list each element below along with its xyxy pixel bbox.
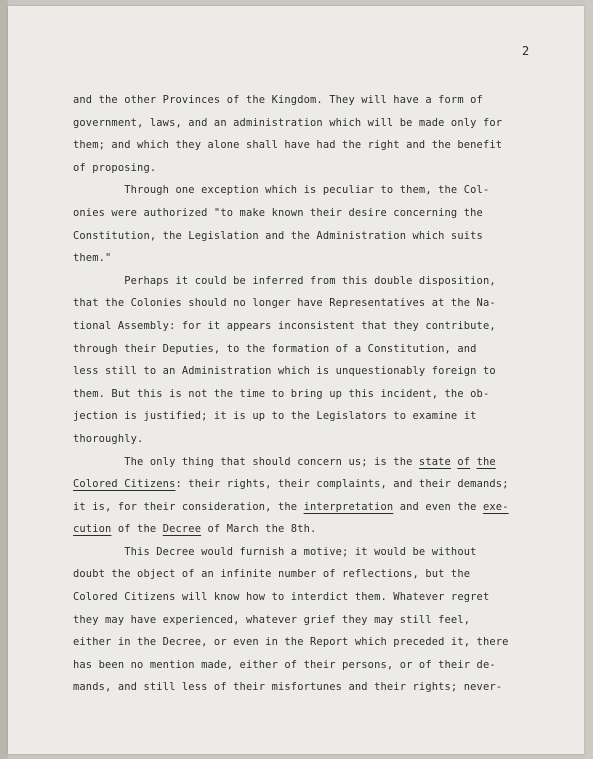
- text-segment: doubt the object of an infinite number of reflections, but the: [73, 568, 471, 581]
- text-line: [73, 541, 543, 564]
- text-line: [73, 383, 543, 406]
- text-line: [73, 247, 543, 270]
- text-segment: : their rights, their complaints, and their demands;: [175, 478, 509, 491]
- text-segment: of March the 8th.: [201, 523, 317, 536]
- text-line: [73, 586, 543, 609]
- text-segment: Through one exception which is peculiar to them, the Col-: [73, 184, 490, 197]
- page-number: 2: [522, 44, 530, 58]
- text-segment: Constitution, the Legislation and the Administration which suits: [73, 229, 483, 242]
- text-segment: less still to an Administration which is unquestionably foreign to: [73, 365, 496, 378]
- text-line: [73, 360, 543, 383]
- text-segment: thoroughly.: [73, 432, 144, 445]
- scan-border-left: [0, 0, 8, 759]
- text-line: [73, 473, 543, 496]
- underlined-text: the: [476, 455, 496, 468]
- text-line: [73, 112, 543, 135]
- document-body-text: [73, 89, 543, 699]
- text-segment: it is, for their consideration, the: [73, 500, 304, 513]
- underlined-text: cution: [73, 523, 112, 536]
- text-line: [73, 518, 543, 541]
- text-segment: either in the Decree, or even in the Report which preceded it, there: [73, 636, 509, 649]
- text-segment: jection is justified; it is up to the Legislators to examine it: [73, 410, 477, 423]
- text-line: [73, 157, 543, 180]
- underlined-text: interpretation: [303, 500, 394, 513]
- text-line: [73, 676, 543, 699]
- text-line: [73, 631, 543, 654]
- text-line: [73, 134, 543, 157]
- text-line: [73, 89, 543, 112]
- underlined-text: of: [457, 455, 471, 468]
- text-segment: tional Assembly: for it appears inconsistent that they contribute,: [73, 319, 496, 332]
- text-line: [73, 202, 543, 225]
- text-line: [73, 338, 543, 361]
- text-segment: that the Colonies should no longer have Representatives at the Na-: [73, 297, 496, 310]
- text-line: [73, 654, 543, 677]
- text-segment: of the: [111, 523, 163, 536]
- underlined-text: state: [418, 455, 451, 468]
- text-line: [73, 315, 543, 338]
- text-segment: and even the: [393, 500, 483, 513]
- scan-border-right: [584, 0, 593, 759]
- text-segment: them; and which they alone shall have had the right and the benefit: [73, 139, 503, 152]
- text-line: [73, 428, 543, 451]
- text-segment: government, laws, and an administration which will be made only for: [73, 116, 503, 129]
- text-segment: they may have experienced, whatever grief they may still feel,: [73, 613, 471, 626]
- text-segment: them. But this is not the time to bring up this incident, the ob-: [73, 387, 490, 400]
- text-segment: The only thing that should concern us; is the: [73, 455, 419, 468]
- underlined-text: Decree: [162, 523, 202, 536]
- text-segment: them.": [73, 252, 112, 265]
- text-line: [73, 179, 543, 202]
- text-segment: mands, and still less of their misfortunes and their rights; never-: [73, 681, 503, 694]
- underlined-text: exe-: [482, 500, 509, 513]
- text-segment: Perhaps it could be inferred from this double disposition,: [73, 274, 496, 287]
- text-segment: Colored Citizens will know how to interdict them. Whatever regret: [73, 591, 490, 604]
- text-line: [73, 451, 543, 474]
- text-line: [73, 225, 543, 248]
- text-line: [73, 563, 543, 586]
- text-line: [73, 609, 543, 632]
- text-line: [73, 270, 543, 293]
- text-line: [73, 496, 543, 519]
- text-line: [73, 292, 543, 315]
- text-line: [73, 405, 543, 428]
- text-segment: has been no mention made, either of their persons, or of their de-: [73, 658, 496, 671]
- text-segment: This Decree would furnish a motive; it would be without: [73, 545, 477, 558]
- text-segment: of proposing.: [73, 161, 157, 174]
- text-segment: and the other Provinces of the Kingdom. They will have a form of: [73, 94, 483, 106]
- underlined-text: Colored Citizens: [73, 478, 176, 491]
- text-segment: onies were authorized "to make known their desire concerning the: [73, 206, 483, 219]
- text-segment: through their Deputies, to the formation of a Constitution, and: [73, 342, 477, 355]
